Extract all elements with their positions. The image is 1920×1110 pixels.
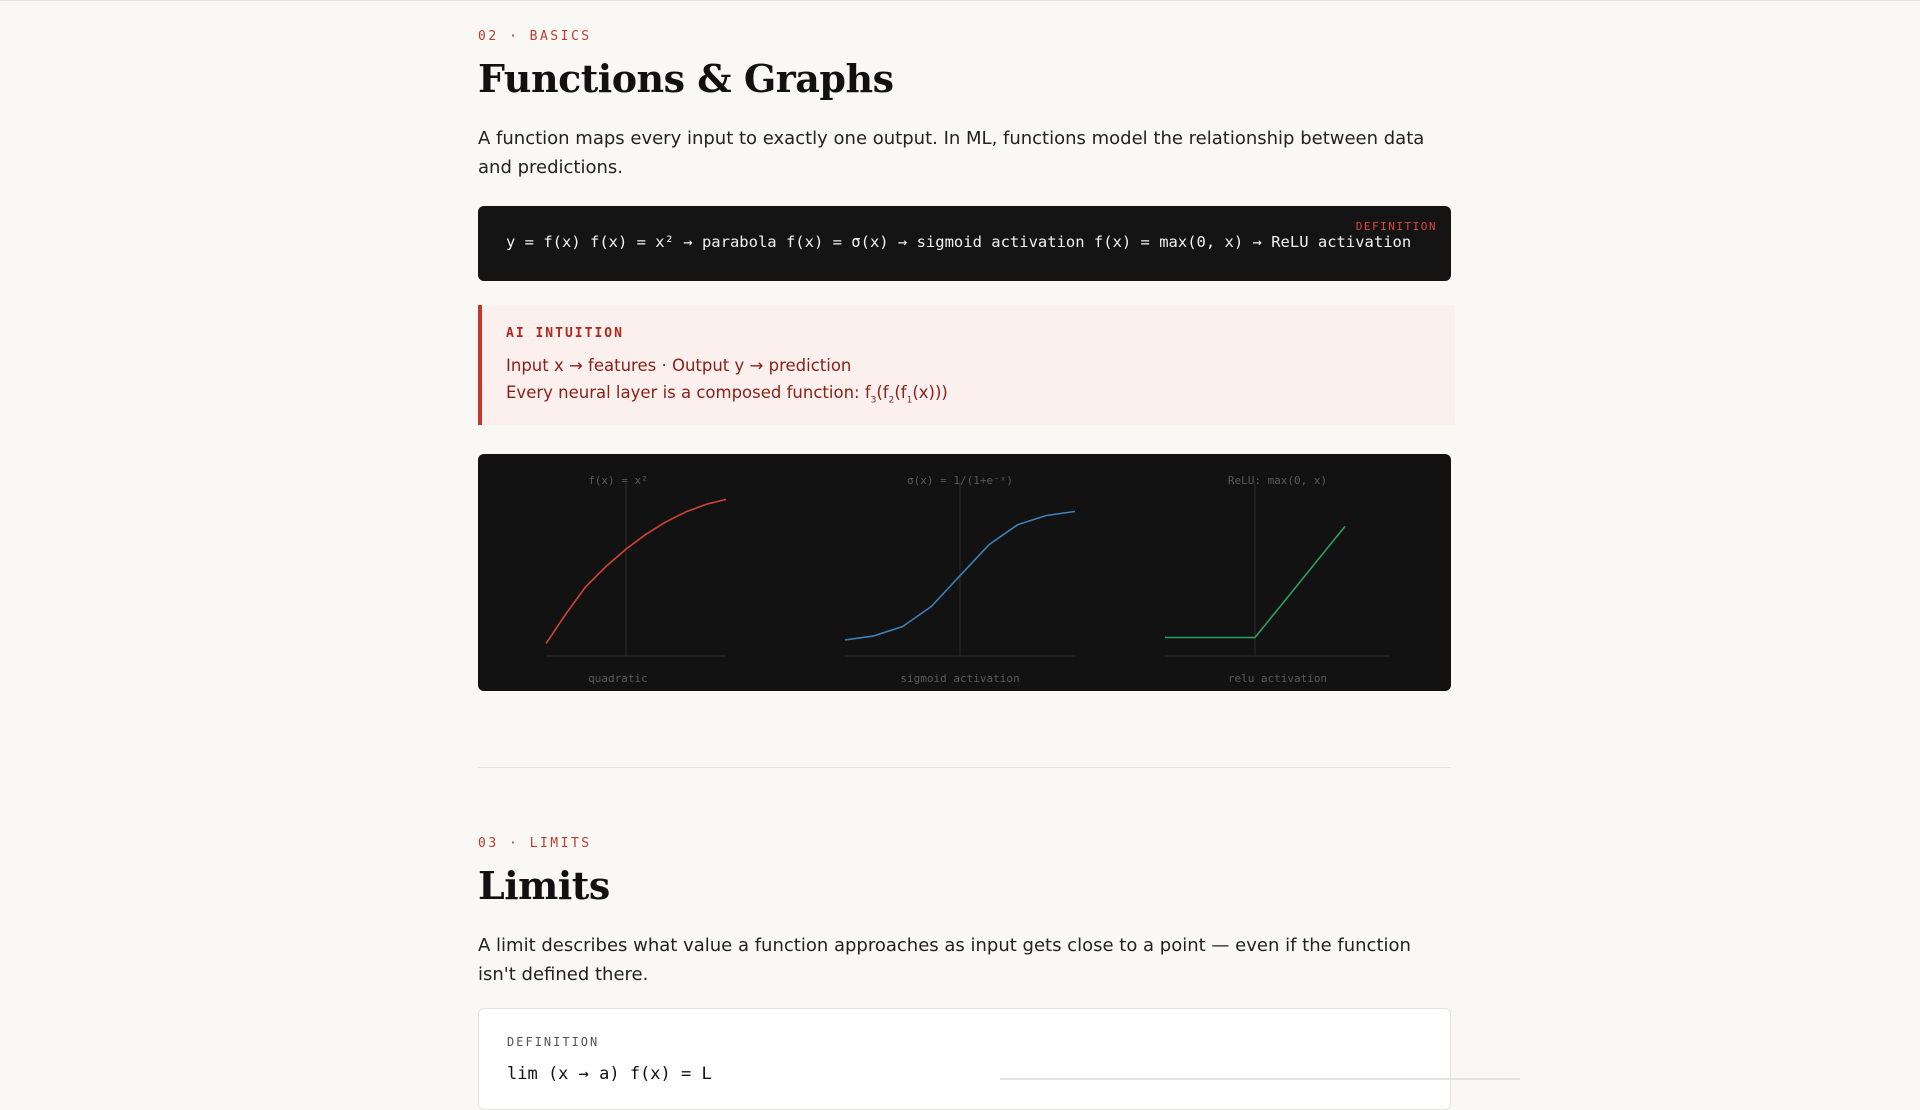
limits-title: Limits	[478, 863, 610, 908]
callout-line-2: Every neural layer is a composed function: $f_3(f_2(f_1(x)))$	[506, 383, 948, 406]
plot-title-2: ReLU: max(0, x)	[1227, 474, 1328, 487]
top-divider	[0, 0, 1920, 1]
limit-definition-label: DEFINITION	[507, 1035, 600, 1049]
callout-line-1: Input x → features · Output y → prediction	[506, 356, 852, 375]
callout-title: AI INTUITION	[506, 326, 624, 341]
section-title: Functions & Graphs	[478, 56, 894, 101]
limits-eyebrow: 03 · LIMITS	[478, 836, 592, 851]
definition-tag: DEFINITION	[1355, 220, 1437, 233]
plot-title-0: f(x) = x²	[588, 474, 648, 487]
limit-definition-card	[478, 1008, 1451, 1110]
section-lead: A function maps every input to exactly one output. In ML, functions model the relationship between data and predictions.	[478, 128, 1425, 178]
series-line-0	[546, 499, 726, 643]
limits-lead: A limit describes what value a function approaches as input gets close to a point — even if the function isn't defined there.	[478, 935, 1411, 985]
plot-caption-0: quadratic	[588, 672, 648, 685]
function-graphs-svg	[478, 454, 1451, 691]
definition-formula: y = f(x) f(x) = x² → parabola f(x) = σ(x) → sigmoid activation f(x) = max(0, x) → ReLU activation	[506, 233, 1412, 251]
definition-code-block	[478, 206, 1451, 281]
plot-caption-1: sigmoid activation	[900, 672, 1020, 685]
section-divider	[478, 767, 1451, 768]
section-eyebrow: 02 · BASICS	[478, 29, 592, 44]
function-graphs-panel	[478, 454, 1451, 691]
plot-caption-2: relu activation	[1227, 672, 1328, 685]
ai-intuition-callout	[478, 305, 1455, 425]
plot-title-1: σ(x) = 1/(1+e⁻ˣ)	[907, 474, 1013, 487]
limit-definition-expr: lim (x → a) f(x) = L	[507, 1064, 712, 1084]
